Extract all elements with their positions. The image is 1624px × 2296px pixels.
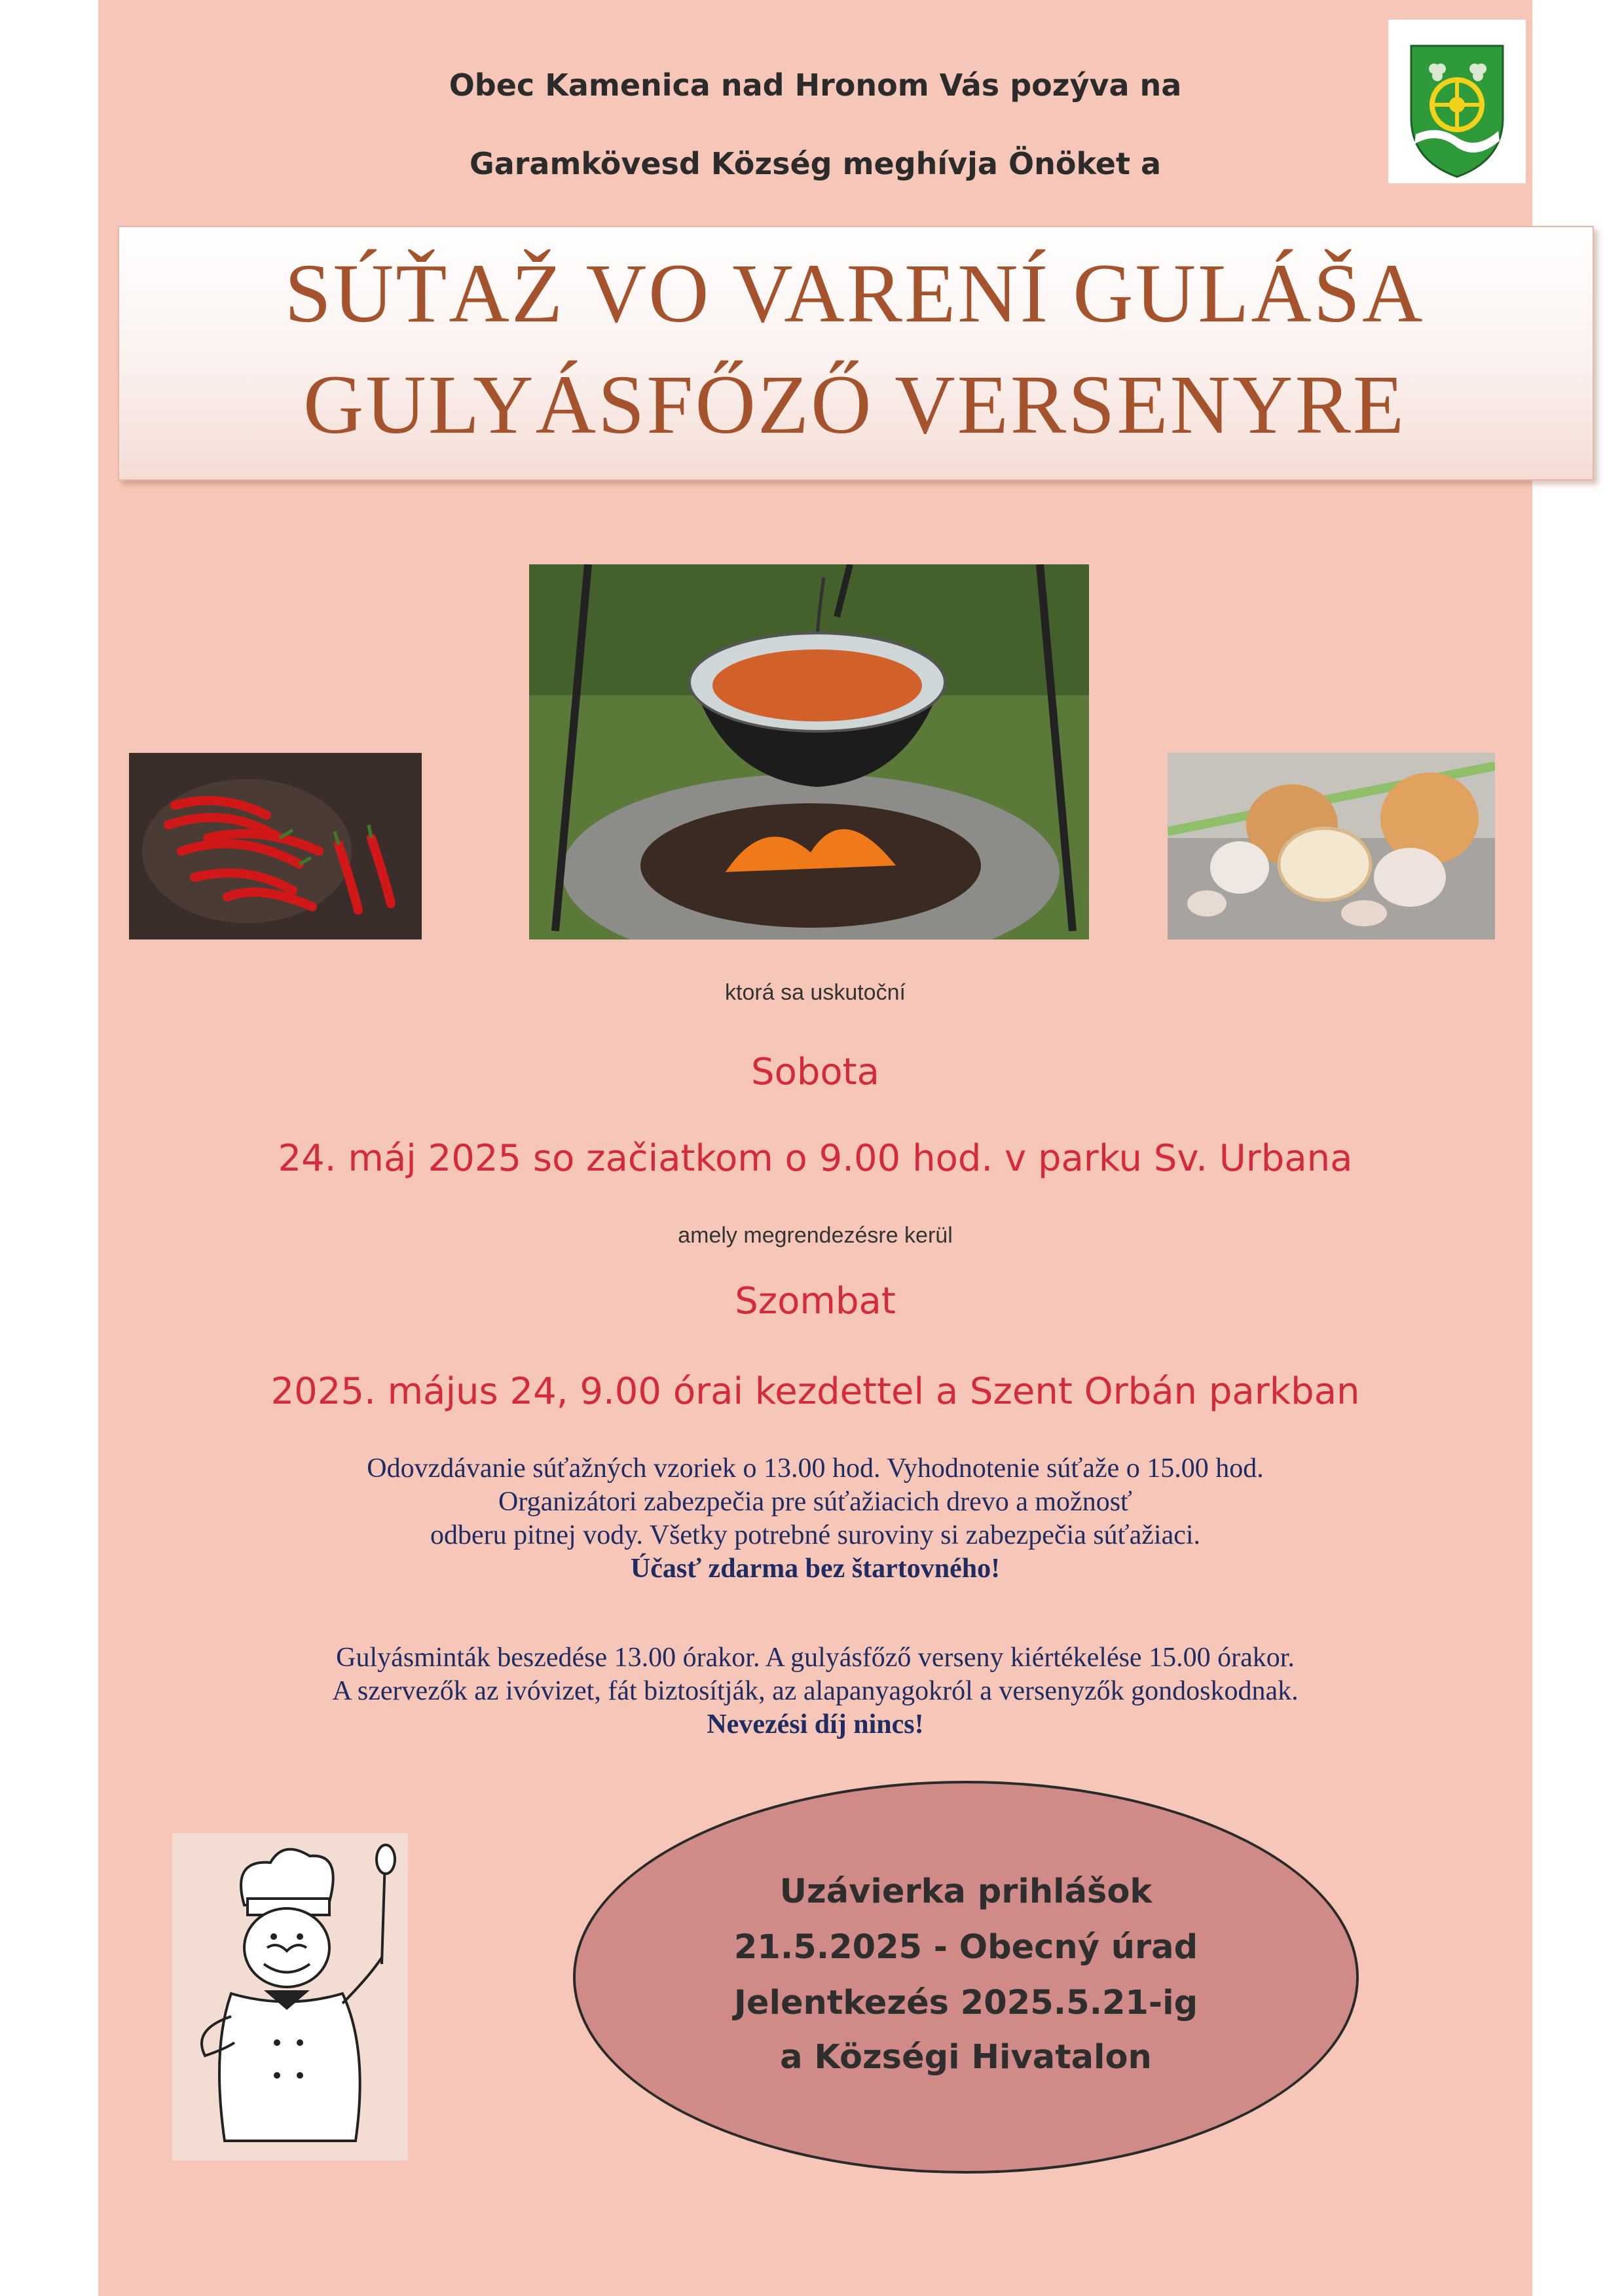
- deadline-line1: Uzávierka prihlášok: [779, 1872, 1153, 1911]
- chef-drawing: [172, 1833, 408, 2160]
- deadline-line2: 21.5.2025 - Obecný úrad: [733, 1928, 1198, 1967]
- goulash-cauldron-photo: [529, 564, 1089, 939]
- date-hungarian: 2025. május 24, 9.00 órai kezdettel a Szent Orbán parkban: [270, 1370, 1360, 1413]
- day-slovak: Sobota: [751, 1051, 879, 1093]
- chili-peppers-photo: [129, 753, 422, 939]
- info-sk-line1: Odovzdávanie súťažných vzoriek o 13.00 hod. Vyhodnotenie súťaže o 15.00 hod.: [367, 1453, 1264, 1484]
- info-sk-line2: Organizátori zabezpečia pre súťažiacich drevo a možnosť: [498, 1487, 1132, 1517]
- info-hu-line1: Gulyásminták beszedése 13.00 órakor. A gulyásfőző verseny kiértékelése 15.00 órakor.: [336, 1643, 1295, 1673]
- title-hungarian: GULYÁSFŐZŐ VERSENYRE: [303, 358, 1407, 451]
- intro-hungarian: Garamkövesd Község meghívja Önöket a: [469, 146, 1162, 181]
- which-slovak: ktorá sa uskutoční: [725, 980, 906, 1005]
- deadline-line3: Jelentkezés 2025.5.21-ig: [733, 1984, 1198, 2022]
- deadline-ellipse: [573, 1781, 1359, 2174]
- info-sk-free: Účasť zdarma bez štartovného!: [630, 1554, 1001, 1584]
- info-sk-line3: odberu pitnej vody. Všetky potrebné suroviny si zabezpečia súťažiaci.: [430, 1520, 1201, 1550]
- coat-of-arms: [1388, 20, 1526, 183]
- info-hu-line2: A szervezők az ivóvizet, fát biztosítják, az alapanyagokról a versenyzők gondoskodnak.: [332, 1676, 1299, 1706]
- day-hungarian: Szombat: [735, 1280, 896, 1322]
- onion-garlic-photo: [1168, 753, 1495, 939]
- date-slovak: 24. máj 2025 so začiatkom o 9.00 hod. v parku Sv. Urbana: [278, 1137, 1353, 1180]
- deadline-line4: a Községi Hivatalon: [780, 2038, 1152, 2077]
- info-hu-free: Nevezési díj nincs!: [707, 1709, 924, 1740]
- which-hungarian: amely megrendezésre kerül: [678, 1223, 953, 1248]
- title-slovak: SÚŤAŽ VO VARENÍ GULÁŠA: [284, 247, 1425, 340]
- intro-slovak: Obec Kamenica nad Hronom Vás pozýva na: [449, 67, 1182, 103]
